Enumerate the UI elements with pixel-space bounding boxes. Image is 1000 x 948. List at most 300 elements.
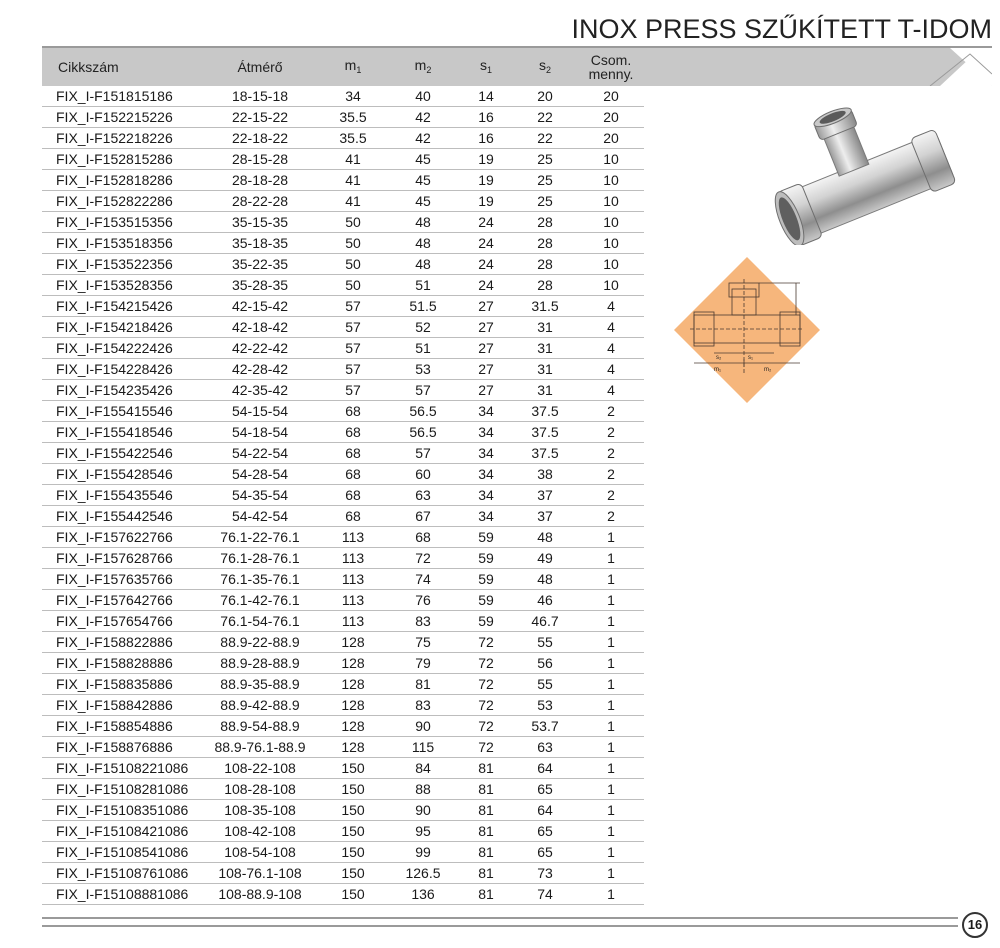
cell-pack: 20 (578, 86, 644, 107)
col-header-pack: Csom. menny. (588, 52, 634, 82)
cell-pack: 1 (578, 758, 644, 779)
drawing-label-s1: s₁ (748, 355, 754, 361)
cell-diameter: 108-76.1-108 (200, 863, 320, 884)
cell-diameter: 42-28-42 (200, 359, 320, 380)
cell-code: FIX_I-F155435546 (42, 485, 200, 506)
cell-m2: 42 (386, 107, 460, 128)
cell-s1: 24 (460, 254, 512, 275)
cell-s1: 72 (460, 632, 512, 653)
cell-m1: 68 (320, 443, 386, 464)
cell-s2: 28 (512, 212, 578, 233)
product-table (42, 48, 644, 905)
cell-pack: 10 (578, 149, 644, 170)
cell-diameter: 35-15-35 (200, 212, 320, 233)
cell-pack: 1 (578, 737, 644, 758)
cell-code: FIX_I-F155422546 (42, 443, 200, 464)
cell-m2: 51.5 (386, 296, 460, 317)
cell-s1: 34 (460, 506, 512, 527)
table-row (42, 611, 644, 632)
cell-pack: 10 (578, 275, 644, 296)
table-row (42, 317, 644, 338)
table-row (42, 191, 644, 212)
cell-m1: 113 (320, 611, 386, 632)
cell-s1: 81 (460, 884, 512, 905)
table-row (42, 275, 644, 296)
cell-diameter: 76.1-28-76.1 (200, 548, 320, 569)
cell-m2: 74 (386, 569, 460, 590)
cell-pack: 2 (578, 422, 644, 443)
table-row (42, 884, 644, 905)
cell-s2: 22 (512, 107, 578, 128)
cell-s1: 72 (460, 716, 512, 737)
cell-s1: 24 (460, 233, 512, 254)
cell-s2: 46 (512, 590, 578, 611)
cell-m1: 35.5 (320, 128, 386, 149)
cell-s2: 56 (512, 653, 578, 674)
cell-m1: 41 (320, 191, 386, 212)
cell-code: FIX_I-F157642766 (42, 590, 200, 611)
header-corner-icon (900, 48, 992, 86)
cell-code: FIX_I-F152815286 (42, 149, 200, 170)
table-row (42, 443, 644, 464)
cell-s1: 34 (460, 422, 512, 443)
cell-code: FIX_I-F15108761086 (42, 863, 200, 884)
cell-m1: 68 (320, 506, 386, 527)
cell-m1: 150 (320, 800, 386, 821)
cell-code: FIX_I-F153522356 (42, 254, 200, 275)
cell-diameter: 54-22-54 (200, 443, 320, 464)
cell-pack: 4 (578, 359, 644, 380)
table-row (42, 254, 644, 275)
cell-m1: 68 (320, 485, 386, 506)
table-row (42, 506, 644, 527)
cell-m1: 57 (320, 296, 386, 317)
cell-s1: 59 (460, 548, 512, 569)
cell-m1: 150 (320, 779, 386, 800)
cell-m2: 42 (386, 128, 460, 149)
cell-s2: 37.5 (512, 422, 578, 443)
cell-m1: 57 (320, 359, 386, 380)
cell-m1: 57 (320, 317, 386, 338)
cell-code: FIX_I-F158835886 (42, 674, 200, 695)
cell-m2: 48 (386, 212, 460, 233)
table-row (42, 107, 644, 128)
cell-diameter: 42-18-42 (200, 317, 320, 338)
cell-diameter: 88.9-35-88.9 (200, 674, 320, 695)
table-row (42, 149, 644, 170)
cell-m1: 128 (320, 716, 386, 737)
cell-s2: 20 (512, 86, 578, 107)
cell-s2: 55 (512, 674, 578, 695)
cell-pack: 4 (578, 380, 644, 401)
cell-s1: 27 (460, 296, 512, 317)
cell-diameter: 76.1-35-76.1 (200, 569, 320, 590)
footer-rule-top (42, 917, 958, 919)
cell-m2: 95 (386, 821, 460, 842)
cell-diameter: 88.9-28-88.9 (200, 653, 320, 674)
cell-m1: 113 (320, 527, 386, 548)
cell-code: FIX_I-F15108351086 (42, 800, 200, 821)
cell-diameter: 88.9-54-88.9 (200, 716, 320, 737)
table-row (42, 485, 644, 506)
col-header-m1: $m_1$ (344, 56, 362, 75)
cell-code: FIX_I-F155442546 (42, 506, 200, 527)
cell-pack: 2 (578, 464, 644, 485)
tee-dimension-drawing (672, 255, 822, 405)
table-row (42, 758, 644, 779)
cell-m2: 52 (386, 317, 460, 338)
cell-s2: 65 (512, 821, 578, 842)
cell-s1: 59 (460, 611, 512, 632)
cell-s2: 46.7 (512, 611, 578, 632)
cell-m2: 115 (386, 737, 460, 758)
cell-s2: 65 (512, 779, 578, 800)
cell-diameter: 54-15-54 (200, 401, 320, 422)
cell-s1: 19 (460, 149, 512, 170)
cell-diameter: 108-28-108 (200, 779, 320, 800)
cell-code: FIX_I-F15108421086 (42, 821, 200, 842)
cell-s1: 34 (460, 401, 512, 422)
cell-s2: 31 (512, 338, 578, 359)
cell-code: FIX_I-F152818286 (42, 170, 200, 191)
drawing-label-m2: m₂ (764, 367, 772, 373)
table-row (42, 233, 644, 254)
cell-diameter: 76.1-54-76.1 (200, 611, 320, 632)
cell-s1: 34 (460, 464, 512, 485)
cell-code: FIX_I-F15108221086 (42, 758, 200, 779)
cell-diameter: 88.9-22-88.9 (200, 632, 320, 653)
cell-diameter: 42-15-42 (200, 296, 320, 317)
cell-m2: 126.5 (386, 863, 460, 884)
cell-pack: 4 (578, 296, 644, 317)
cell-m1: 150 (320, 863, 386, 884)
cell-s2: 53.7 (512, 716, 578, 737)
cell-pack: 2 (578, 401, 644, 422)
cell-m1: 50 (320, 254, 386, 275)
cell-m1: 68 (320, 422, 386, 443)
cell-s1: 72 (460, 653, 512, 674)
cell-pack: 1 (578, 842, 644, 863)
cell-s1: 19 (460, 191, 512, 212)
table-row (42, 779, 644, 800)
cell-s1: 34 (460, 485, 512, 506)
page-title: INOX PRESS SZŰKÍTETT T-IDOM (571, 14, 992, 44)
cell-s1: 81 (460, 800, 512, 821)
cell-diameter: 35-18-35 (200, 233, 320, 254)
cell-pack: 1 (578, 821, 644, 842)
cell-diameter: 42-35-42 (200, 380, 320, 401)
cell-s1: 72 (460, 674, 512, 695)
cell-s2: 55 (512, 632, 578, 653)
cell-m1: 41 (320, 170, 386, 191)
cell-m2: 83 (386, 695, 460, 716)
cell-s1: 27 (460, 380, 512, 401)
cell-diameter: 35-28-35 (200, 275, 320, 296)
cell-m1: 41 (320, 149, 386, 170)
cell-code: FIX_I-F157635766 (42, 569, 200, 590)
drawing-label-s2: s₂ (716, 355, 722, 361)
cell-m2: 79 (386, 653, 460, 674)
cell-m1: 113 (320, 590, 386, 611)
cell-s2: 64 (512, 758, 578, 779)
cell-m2: 83 (386, 611, 460, 632)
cell-m2: 75 (386, 632, 460, 653)
cell-code: FIX_I-F152215226 (42, 107, 200, 128)
table-row (42, 422, 644, 443)
cell-pack: 1 (578, 716, 644, 737)
table-row (42, 359, 644, 380)
cell-pack: 10 (578, 191, 644, 212)
cell-m2: 56.5 (386, 401, 460, 422)
cell-code: FIX_I-F153528356 (42, 275, 200, 296)
cell-pack: 1 (578, 548, 644, 569)
cell-code: FIX_I-F151815186 (42, 86, 200, 107)
cell-diameter: 54-35-54 (200, 485, 320, 506)
cell-m2: 72 (386, 548, 460, 569)
cell-s2: 25 (512, 149, 578, 170)
cell-s2: 25 (512, 191, 578, 212)
cell-m1: 50 (320, 212, 386, 233)
cell-code: FIX_I-F157628766 (42, 548, 200, 569)
col-header-s2: $s_2$ (538, 56, 551, 75)
cell-m2: 57 (386, 380, 460, 401)
cell-pack: 1 (578, 527, 644, 548)
cell-s2: 73 (512, 863, 578, 884)
col-header-code: Cikkszám (58, 59, 119, 75)
cell-pack: 1 (578, 884, 644, 905)
cell-s1: 81 (460, 863, 512, 884)
cell-pack: 1 (578, 653, 644, 674)
cell-pack: 2 (578, 485, 644, 506)
cell-diameter: 28-18-28 (200, 170, 320, 191)
cell-pack: 2 (578, 443, 644, 464)
cell-code: FIX_I-F152822286 (42, 191, 200, 212)
cell-pack: 1 (578, 674, 644, 695)
cell-s2: 31 (512, 380, 578, 401)
cell-pack: 4 (578, 317, 644, 338)
cell-pack: 1 (578, 779, 644, 800)
cell-diameter: 28-22-28 (200, 191, 320, 212)
table-row (42, 653, 644, 674)
cell-diameter: 108-88.9-108 (200, 884, 320, 905)
cell-code: FIX_I-F155418546 (42, 422, 200, 443)
cell-s2: 37 (512, 485, 578, 506)
cell-pack: 1 (578, 569, 644, 590)
cell-s2: 63 (512, 737, 578, 758)
table-row (42, 674, 644, 695)
cell-s1: 16 (460, 128, 512, 149)
table-row (42, 380, 644, 401)
cell-m1: 113 (320, 548, 386, 569)
cell-m2: 56.5 (386, 422, 460, 443)
cell-m1: 150 (320, 884, 386, 905)
cell-diameter: 76.1-22-76.1 (200, 527, 320, 548)
reducing-tee-photo (760, 95, 960, 245)
cell-code: FIX_I-F158822886 (42, 632, 200, 653)
footer-rule-bottom (42, 925, 958, 927)
cell-m1: 57 (320, 338, 386, 359)
table-row (42, 548, 644, 569)
cell-code: FIX_I-F153518356 (42, 233, 200, 254)
cell-s2: 37.5 (512, 401, 578, 422)
cell-pack: 1 (578, 863, 644, 884)
cell-code: FIX_I-F157654766 (42, 611, 200, 632)
table-row (42, 863, 644, 884)
cell-code: FIX_I-F153515356 (42, 212, 200, 233)
cell-code: FIX_I-F154222426 (42, 338, 200, 359)
cell-m1: 34 (320, 86, 386, 107)
cell-code: FIX_I-F154218426 (42, 317, 200, 338)
cell-s1: 24 (460, 275, 512, 296)
cell-s2: 64 (512, 800, 578, 821)
cell-s1: 81 (460, 758, 512, 779)
table-row (42, 212, 644, 233)
cell-code: FIX_I-F152218226 (42, 128, 200, 149)
cell-s1: 34 (460, 443, 512, 464)
cell-m1: 50 (320, 233, 386, 254)
cell-diameter: 54-18-54 (200, 422, 320, 443)
cell-code: FIX_I-F154235426 (42, 380, 200, 401)
table-row (42, 842, 644, 863)
table-row (42, 338, 644, 359)
cell-m2: 81 (386, 674, 460, 695)
cell-s2: 22 (512, 128, 578, 149)
cell-pack: 1 (578, 590, 644, 611)
table-row (42, 86, 644, 107)
table-row (42, 800, 644, 821)
cell-s2: 31 (512, 359, 578, 380)
table-row (42, 737, 644, 758)
cell-diameter: 76.1-42-76.1 (200, 590, 320, 611)
cell-s1: 81 (460, 842, 512, 863)
cell-s2: 65 (512, 842, 578, 863)
cell-diameter: 108-35-108 (200, 800, 320, 821)
cell-m2: 45 (386, 149, 460, 170)
cell-m1: 35.5 (320, 107, 386, 128)
cell-pack: 1 (578, 695, 644, 716)
cell-s1: 19 (460, 170, 512, 191)
cell-diameter: 42-22-42 (200, 338, 320, 359)
cell-s1: 14 (460, 86, 512, 107)
cell-m1: 128 (320, 695, 386, 716)
cell-m2: 48 (386, 254, 460, 275)
cell-m2: 57 (386, 443, 460, 464)
cell-s1: 81 (460, 821, 512, 842)
cell-s2: 53 (512, 695, 578, 716)
table-header-row (42, 48, 644, 86)
cell-m2: 99 (386, 842, 460, 863)
cell-pack: 1 (578, 800, 644, 821)
cell-s2: 28 (512, 254, 578, 275)
cell-m2: 67 (386, 506, 460, 527)
cell-pack: 1 (578, 632, 644, 653)
cell-s1: 81 (460, 779, 512, 800)
cell-s1: 72 (460, 695, 512, 716)
cell-diameter: 108-42-108 (200, 821, 320, 842)
cell-s1: 27 (460, 338, 512, 359)
cell-code: FIX_I-F154228426 (42, 359, 200, 380)
cell-pack: 10 (578, 212, 644, 233)
table-row (42, 170, 644, 191)
cell-m2: 63 (386, 485, 460, 506)
cell-m2: 40 (386, 86, 460, 107)
cell-diameter: 18-15-18 (200, 86, 320, 107)
cell-pack: 20 (578, 128, 644, 149)
cell-s1: 72 (460, 737, 512, 758)
cell-s2: 31 (512, 317, 578, 338)
cell-s1: 59 (460, 527, 512, 548)
col-header-diameter: Átmérő (237, 59, 283, 75)
cell-s2: 38 (512, 464, 578, 485)
cell-s1: 59 (460, 569, 512, 590)
table-body (42, 86, 644, 905)
cell-pack: 20 (578, 107, 644, 128)
table-row (42, 632, 644, 653)
cell-s2: 48 (512, 527, 578, 548)
cell-m2: 136 (386, 884, 460, 905)
cell-s2: 31.5 (512, 296, 578, 317)
cell-m2: 88 (386, 779, 460, 800)
table-row (42, 569, 644, 590)
cell-diameter: 28-15-28 (200, 149, 320, 170)
cell-m1: 128 (320, 653, 386, 674)
cell-s2: 49 (512, 548, 578, 569)
cell-m2: 76 (386, 590, 460, 611)
cell-s1: 27 (460, 359, 512, 380)
cell-m1: 50 (320, 275, 386, 296)
cell-pack: 10 (578, 233, 644, 254)
cell-m2: 45 (386, 170, 460, 191)
cell-code: FIX_I-F15108881086 (42, 884, 200, 905)
page-number: 16 (962, 912, 988, 938)
cell-m2: 68 (386, 527, 460, 548)
cell-m2: 51 (386, 338, 460, 359)
cell-diameter: 35-22-35 (200, 254, 320, 275)
cell-s2: 74 (512, 884, 578, 905)
table-row (42, 695, 644, 716)
cell-pack: 4 (578, 338, 644, 359)
cell-m2: 90 (386, 716, 460, 737)
cell-m1: 68 (320, 401, 386, 422)
cell-m1: 68 (320, 464, 386, 485)
cell-s2: 37 (512, 506, 578, 527)
cell-diameter: 54-28-54 (200, 464, 320, 485)
cell-code: FIX_I-F154215426 (42, 296, 200, 317)
cell-code: FIX_I-F158854886 (42, 716, 200, 737)
cell-code: FIX_I-F157622766 (42, 527, 200, 548)
cell-diameter: 22-15-22 (200, 107, 320, 128)
cell-m1: 128 (320, 674, 386, 695)
cell-m2: 84 (386, 758, 460, 779)
cell-s1: 59 (460, 590, 512, 611)
col-header-m2: $m_2$ (414, 56, 432, 75)
table-row (42, 716, 644, 737)
cell-s2: 28 (512, 233, 578, 254)
cell-m1: 150 (320, 758, 386, 779)
cell-m2: 60 (386, 464, 460, 485)
cell-pack: 10 (578, 254, 644, 275)
cell-diameter: 54-42-54 (200, 506, 320, 527)
cell-code: FIX_I-F158842886 (42, 695, 200, 716)
cell-diameter: 108-54-108 (200, 842, 320, 863)
cell-code: FIX_I-F158828886 (42, 653, 200, 674)
cell-s2: 25 (512, 170, 578, 191)
cell-code: FIX_I-F15108541086 (42, 842, 200, 863)
cell-m2: 53 (386, 359, 460, 380)
cell-pack: 1 (578, 611, 644, 632)
table-row (42, 296, 644, 317)
drawing-label-m1: m₁ (714, 367, 722, 373)
